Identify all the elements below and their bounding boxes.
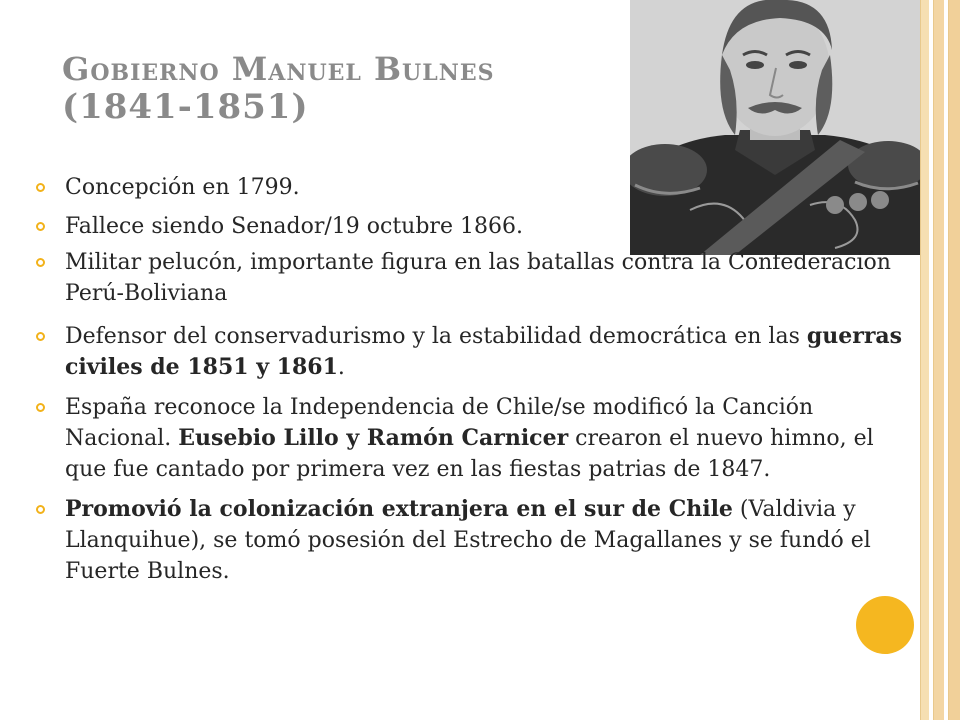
bullet-item xyxy=(36,172,916,203)
bullet-item xyxy=(36,247,916,309)
bullet-text: crearon el nuevo himno, el que fue cantado por primera vez en las fiestas patrias de 1847. xyxy=(65,426,874,482)
bullet-item xyxy=(36,392,916,485)
bullet-item xyxy=(36,494,916,587)
bullet-item xyxy=(36,211,916,242)
bullet-marker-icon xyxy=(36,505,45,514)
slide-title-line2: (1841-1851) xyxy=(62,86,309,127)
bullet-marker-icon xyxy=(36,222,45,231)
bullet-bold-text: Promovió la colonización extranjera en el sur de Chile xyxy=(65,496,733,522)
bullet-text: (Valdivia y Llanquihue), se tomó posesión del Estrecho de Magallanes y se fundó el Fuerte Bulnes. xyxy=(65,497,871,584)
bullet-marker-icon xyxy=(36,183,45,192)
bullet-text: Concepción en 1799. xyxy=(65,175,300,200)
decor-stripe-line xyxy=(933,0,934,720)
slide-title-line1: Gobierno Manuel Bulnes xyxy=(62,50,495,88)
decor-orange-circle xyxy=(856,596,914,654)
slide-title xyxy=(62,52,622,126)
bullet-text: . xyxy=(337,355,345,380)
bullet-marker-icon xyxy=(36,332,45,341)
bullet-text: España reconoce la Independencia de Chile/se modificó la Canción Nacional. xyxy=(65,395,814,451)
bullet-text: Militar pelucón, importante figura en las batallas contra la Confederación Perú-Boliviana xyxy=(65,250,891,306)
bullet-marker-icon xyxy=(36,403,45,412)
bullet-list xyxy=(36,172,916,587)
bullet-item xyxy=(36,321,916,383)
bullet-text: Fallece siendo Senador/19 octubre 1866. xyxy=(65,214,523,239)
decor-stripe-line xyxy=(920,0,921,720)
decor-stripe-line xyxy=(948,0,949,720)
decor-stripe xyxy=(920,0,929,720)
bullet-bold-text: Eusebio Lillo y Ramón Carnicer xyxy=(178,425,569,451)
bullet-bold-text: guerras civiles de 1851 y 1861 xyxy=(65,323,903,380)
decor-stripe xyxy=(948,0,960,720)
bullet-text: Defensor del conservadurismo y la estabilidad democrática en las xyxy=(65,324,807,349)
bullet-marker-icon xyxy=(36,258,45,267)
decor-stripe xyxy=(933,0,944,720)
